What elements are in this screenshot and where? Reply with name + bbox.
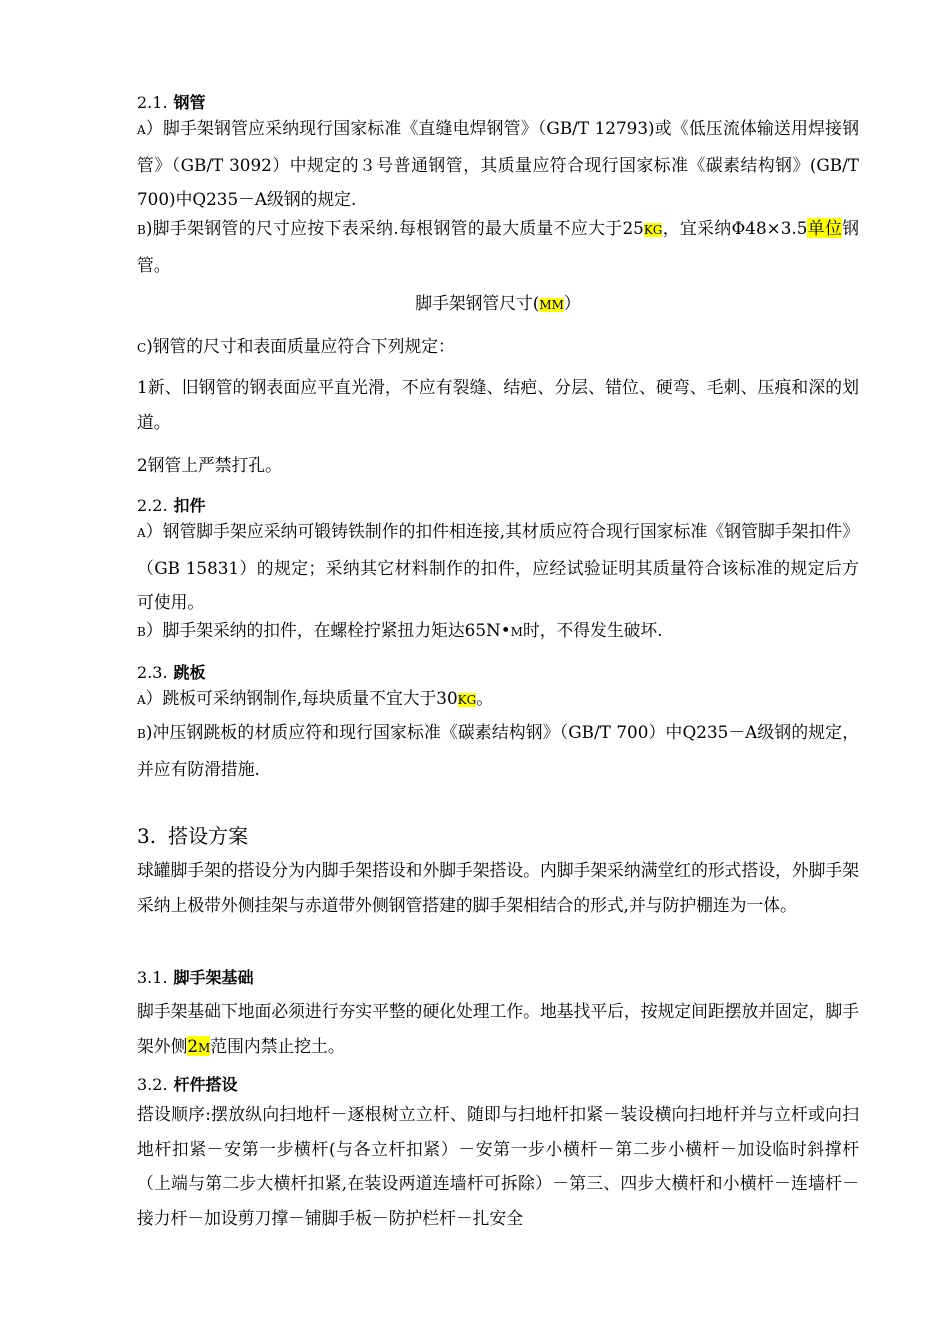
unit-number: 2: [187, 1035, 199, 1056]
paragraph-3: 球罐脚手架的搭设分为内脚手架搭设和外脚手架搭设。内脚手架采纳满堂红的形式搭设，外脚手架采纳上极带外侧挂架与赤道带外侧钢管搭建的脚手架相结合的形式,并与防护棚连为一体。: [137, 860, 859, 915]
paragraph-2-2-b: [137, 613, 859, 650]
heading-title: 钢管: [173, 93, 206, 112]
unit-letter: M: [198, 1040, 211, 1055]
heading-title: 跳板: [173, 663, 206, 682]
item-marker: A: [137, 123, 146, 137]
paragraph-text: ）钢管脚手架应采纳可锻铸铁制作的扣件相连接,其材质应符合现行国家标准《钢管脚手架扣件》（GB 15831）的规定；采纳其它材料制作的扣件，应经试验证明其质量符合该标准的规定后方可使用。: [137, 521, 859, 612]
list-item-1: 1新、旧钢管的钢表面应平直光滑，不应有裂缝、结疤、分层、错位、硬弯、毛刺、压痕和深的划道。: [137, 377, 859, 432]
heading-number: 2.3.: [137, 663, 168, 682]
heading-number: 3.2.: [137, 1075, 168, 1094]
heading-3: [137, 822, 859, 850]
unit-text: M: [510, 625, 523, 639]
paragraph-3-1: [137, 994, 859, 1065]
item-marker: B: [137, 223, 146, 237]
heading-title: 搭设方案: [168, 824, 249, 848]
item-marker: B: [137, 625, 146, 639]
heading-3-2: [137, 1073, 859, 1097]
unit-highlight-kg: KG: [457, 693, 477, 707]
paragraph-text: ）脚手架采纳的扣件，在螺栓拧紧扭力矩达65N•: [145, 620, 511, 640]
paragraph-2-1-a: [137, 111, 859, 217]
table-caption: [137, 289, 859, 319]
heading-number: 3.1.: [137, 968, 168, 987]
heading-title: 扣件: [173, 496, 206, 515]
caption-text: 脚手架钢管尺寸(: [415, 293, 540, 313]
list-item-2: 2钢管上严禁打孔。: [137, 455, 282, 475]
paragraph-2-3-b: [137, 715, 859, 786]
unit-highlight-kg: KG: [643, 223, 663, 237]
paragraph-text: 。: [476, 688, 494, 708]
paragraph-text: )冲压钢跳板的材质应符和现行国家标准《碳素结构钢》（GB/T 700）中Q235－A级钢的规定，并应有防滑措施.: [137, 722, 859, 779]
unit-highlight-mm: MM: [539, 298, 564, 312]
paragraph-text: ）跳板可采纳钢制作,每块质量不宜大于30: [145, 688, 458, 708]
paragraph-text: )钢管的尺寸和表面质量应符合下列规定：: [146, 336, 455, 356]
caption-text: ）: [563, 293, 581, 313]
paragraph-text: )脚手架钢管的尺寸应按下表采纳.每根钢管的最大质量不应大于25: [145, 218, 644, 238]
paragraph-2-1-c: [137, 329, 859, 366]
item-marker: C: [137, 341, 147, 355]
paragraph-2-3-a: [137, 681, 859, 718]
paragraph-3-2: 搭设顺序:摆放纵向扫地杆－逐根树立立杆、随即与扫地杆扣紧－装设横向扫地杆并与立杆或向扫地杆扣紧－安第一步横杆(与各立杆扣紧）－安第一步小横杆－第二步小横杆－加设临时斜撑杆（上端与第二步大横杆扣紧,在装设两道连墙杆可拆除）－第三、四步大横杆和小横杆－连墙杆－接力杆－加设剪刀撑－铺脚手板－防护栏杆－扎安全: [137, 1104, 859, 1228]
item-marker: A: [137, 526, 146, 540]
paragraph-text: 脚手架基础下地面必须进行夯实平整的硬化处理工作。地基找平后，按规定间距摆放并固定，脚手架外侧: [137, 1001, 859, 1056]
heading-3-1: [137, 966, 859, 990]
heading-number: 3.: [137, 824, 157, 848]
paragraph-text: ）脚手架钢管应采纳现行国家标准《直缝电焊钢管》（GB/T 12793)或《低压流体输送用焊接钢管》（GB/T 3092）中规定的３号普通钢管，其质量应符合现行国家标准《碳素结构钢》(GB/T 700)中Q235－A级钢的规定.: [137, 118, 859, 209]
item-marker: B: [137, 727, 146, 741]
paragraph-text: 时，不得发生破坏.: [522, 620, 663, 640]
paragraph-text: 范围内禁止挖土。: [210, 1035, 345, 1056]
heading-title: 杆件搭设: [173, 1075, 238, 1094]
paragraph-2-1-b: [137, 211, 859, 282]
unit-highlight: 单位: [807, 218, 843, 238]
item-marker: A: [137, 693, 146, 707]
paragraph-text: 钢管。: [137, 218, 859, 275]
paragraph-2-2-a: [137, 514, 859, 620]
heading-title: 脚手架基础: [173, 968, 254, 987]
paragraph-text: ，宜采纳Φ48×3.5: [662, 218, 808, 238]
heading-number: 2.2.: [137, 496, 168, 515]
heading-number: 2.1.: [137, 93, 168, 112]
unit-highlight-2m: [187, 1036, 210, 1056]
